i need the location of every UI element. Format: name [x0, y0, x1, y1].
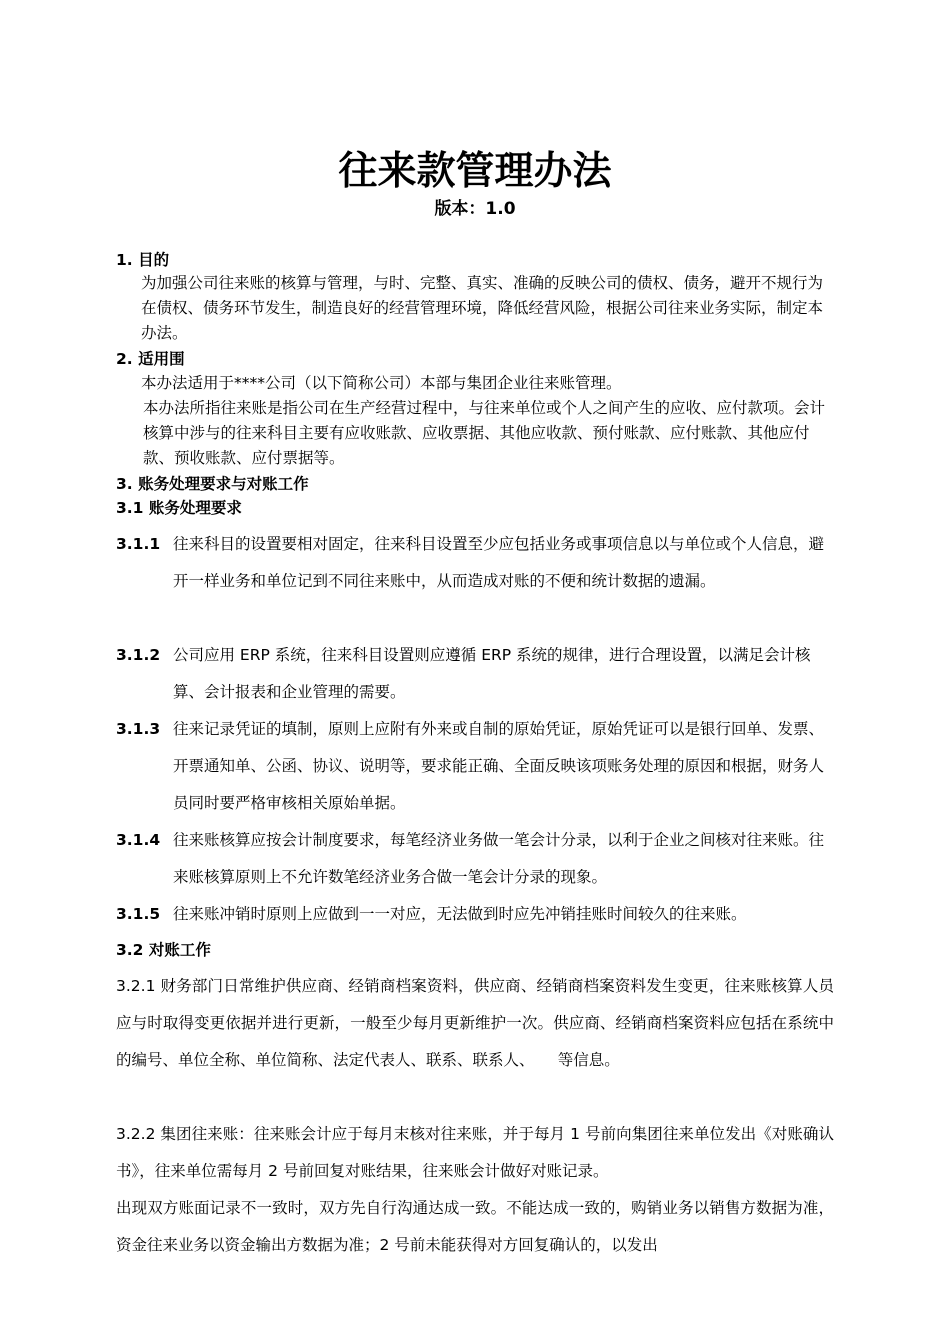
clause-text: 公司应用 ERP 系统，往来科目设置则应遵循 ERP 系统的规律，进行合理设置，以满足会计核算、会计报表和企业管理的需要。	[173, 646, 811, 701]
clause-3-1-3	[116, 711, 836, 822]
paragraph-3-2-2: 3.2.2 集团往来账：往来账会计应于每月末核对往来账，并于每月 1 号前向集团往来单位发出《对账确认书》，往来单位需每月 2 号前回复对账结果，往来账会计做好对账记录。	[116, 1125, 834, 1180]
clause-text: 往来账冲销时原则上应做到一一对应，无法做到时应先冲销挂账时间较久的往来账。	[173, 905, 747, 923]
clause-text: 往来账核算应按会计制度要求，每笔经济业务做一笔会计分录，以利于企业之间核对往来账。往来账核算原则上不允许数笔经济业务合做一笔会计分录的现象。	[173, 831, 825, 886]
clause-number: 3.1.5	[116, 905, 161, 923]
section-1-paragraph: 为加强公司往来账的核算与管理，与时、完整、真实、准确的反映公司的债权、债务，避开不规行为在债权、债务环节发生，制造良好的经营管理环境，降低经营风险，根据公司往来业务实际，制定本办法。	[141, 274, 824, 342]
section-1-heading: 1. 目的	[116, 251, 170, 269]
clause-number: 3.1.4	[116, 831, 161, 849]
clause-text: 往来记录凭证的填制，原则上应附有外来或自制的原始凭证，原始凭证可以是银行回单、发票、开票通知单、公函、协议、说明等，要求能正确、全面反映该项账务处理的原因和根据，财务人员同时要严格审核相关原始单据。	[173, 720, 825, 812]
clause-3-1-1	[116, 526, 836, 600]
subsection-3-2-heading: 3.2 对账工作	[116, 941, 211, 959]
subsection-3-1-heading: 3.1 账务处理要求	[116, 499, 242, 517]
document-version: 版本：1.0	[434, 199, 516, 219]
section-2-paragraph-1: 本办法适用于****公司（以下简称公司）本部与集团企业往来账管理。	[141, 374, 622, 392]
clause-number: 3.1.1	[116, 535, 161, 553]
clause-text: 往来科目的设置要相对固定，往来科目设置至少应包括业务或事项信息以与单位或个人信息，避开一样业务和单位记到不同往来账中，从而造成对账的不便和统计数据的遗漏。	[173, 535, 825, 590]
clause-3-1-2	[116, 637, 836, 711]
section-3-heading: 3. 账务处理要求与对账工作	[116, 475, 309, 493]
paragraph-3-2-2-continued: 出现双方账面记录不一致时，双方先自行沟通达成一致。不能达成一致的，购销业务以销售方数据为准，资金往来业务以资金输出方数据为准；2 号前未能获得对方回复确认的，以发出	[116, 1199, 834, 1254]
section-2-paragraph-2: 本办法所指往来账是指公司在生产经营过程中，与往来单位或个人之间产生的应收、应付款项。会计核算中涉与的往来科目主要有应收账款、应收票据、其他应收款、预付账款、应付账款、其他应付款、预收账款、应付票据等。	[143, 399, 826, 467]
section-2-heading: 2. 适用围	[116, 350, 185, 368]
clause-3-1-4	[116, 822, 836, 896]
paragraph-3-2-1: 3.2.1 财务部门日常维护供应商、经销商档案资料，供应商、经销商档案资料发生变更，往来账核算人员应与时取得变更依据并进行更新，一般至少每月更新维护一次。供应商、经销商档案资料应包括在系统中的编号、单位全称、单位简称、法定代表人、联系、联系人、 等信息。	[116, 977, 834, 1069]
clause-number: 3.1.2	[116, 646, 161, 664]
clause-3-1-5	[116, 896, 836, 933]
clause-number: 3.1.3	[116, 720, 161, 738]
document-title: 往来款管理办法	[338, 149, 612, 194]
